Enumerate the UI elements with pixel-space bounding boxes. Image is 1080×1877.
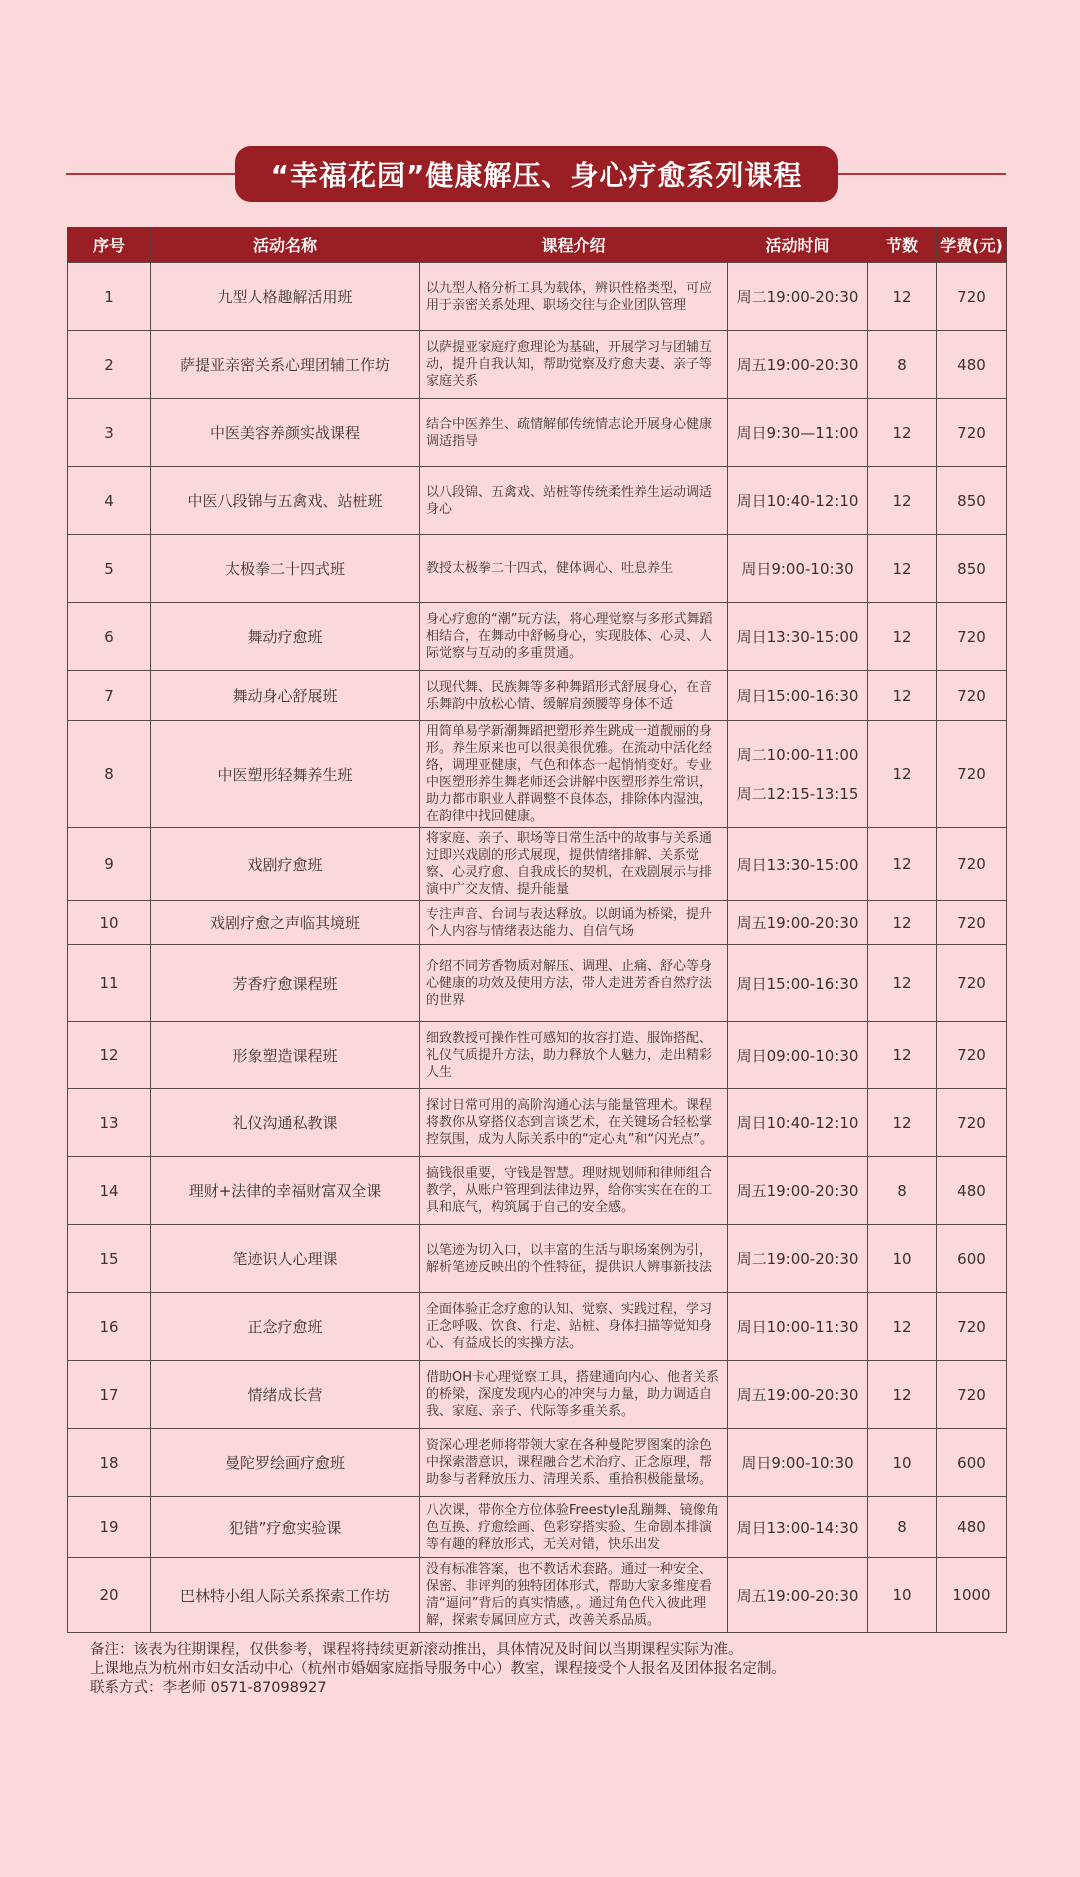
cell-intro: 用简单易学新潮舞蹈把塑形养生跳成一道靓丽的身形。养生原来也可以很美很优雅。在流动中活化经络，调理亚健康，气色和体态一起悄悄变好。专业中医塑形养生舞老师还会讲解中医塑形养生常识，助力都市职业人群调整不良体态，排除体内湿浊，在韵律中找回健康。 [420,721,728,828]
cell-time [728,1225,868,1293]
cell-sessions: 12 [868,1089,937,1157]
cell-sessions: 12 [868,535,937,603]
cell-sessions: 10 [868,1225,937,1293]
cell-sessions: 12 [868,467,937,535]
time-slot: 周五19:00-20:30 [736,1386,859,1404]
cell-fee: 480 [937,1497,1007,1558]
cell-no: 13 [68,1089,151,1157]
cell-name: 萨提亚亲密关系心理团辅工作坊 [151,331,420,399]
cell-name: 中医美容养颜实战课程 [151,399,420,467]
cell-intro: 资深心理老师将带领大家在各种曼陀罗图案的涂色中探索潜意识，课程融合艺术治疗、正念原理，帮助参与者释放压力、清理关系、重拾积极能量场。 [420,1429,728,1497]
cell-intro: 身心疗愈的“潮”玩方法，将心理觉察与多形式舞蹈相结合，在舞动中舒畅身心，实现肢体、心灵、人际觉察与互动的多重贯通。 [420,603,728,671]
cell-name: 情绪成长营 [151,1361,420,1429]
time-slot: 周二19:00-20:30 [736,288,859,306]
cell-sessions: 12 [868,263,937,331]
cell-fee: 720 [937,901,1007,945]
time-slot: 周日13:00-14:30 [736,1518,859,1537]
table-row [68,1225,1007,1293]
cell-name: 中医塑形轻舞养生班 [151,721,420,828]
cell-intro: 介绍不同芳香物质对解压、调理、止痛、舒心等身心健康的功效及使用方法，带人走进芳香自然疗法的世界 [420,945,728,1022]
cell-time [728,603,868,671]
cell-fee: 480 [937,1157,1007,1225]
cell-intro: 以笔迹为切入口，以丰富的生活与职场案例为引，解析笔迹反映出的个性特征，提供识人辨事新技法 [420,1225,728,1293]
cell-no: 11 [68,945,151,1022]
cell-fee: 720 [937,671,1007,721]
cell-time [728,399,868,467]
cell-intro: 以八段锦、五禽戏、站桩等传统柔性养生运动调适身心 [420,467,728,535]
time-slot: 周日09:00-10:30 [736,1046,859,1065]
time-slot: 周日13:30-15:00 [736,855,859,874]
header-time: 活动时间 [728,227,868,263]
time-slot: 周日9:00-10:30 [741,1454,854,1472]
cell-no: 8 [68,721,151,828]
footer-notes [90,1641,786,1698]
cell-name: 巴林特小组人际关系探索工作坊 [151,1558,420,1633]
cell-intro: 以现代舞、民族舞等多种舞蹈形式舒展身心，在音乐舞韵中放松心情、缓解肩颈腰等身体不适 [420,671,728,721]
cell-fee: 720 [937,263,1007,331]
cell-name: 舞动身心舒展班 [151,671,420,721]
cell-name: 芳香疗愈课程班 [151,945,420,1022]
time-slot: 周二12:15-13:15 [736,785,859,803]
cell-fee: 720 [937,945,1007,1022]
cell-sessions: 12 [868,1293,937,1361]
header-name: 活动名称 [151,227,420,263]
cell-no: 14 [68,1157,151,1225]
cell-fee: 600 [937,1429,1007,1497]
cell-name: 九型人格趣解活用班 [151,263,420,331]
cell-sessions: 12 [868,1361,937,1429]
cell-no: 10 [68,901,151,945]
footer-location: 上课地点为杭州市妇女活动中心（杭州市婚姻家庭指导服务中心）教室，课程接受个人报名及团体报名定制。 [90,1661,786,1677]
time-slot: 周日9:30—11:00 [736,424,859,442]
cell-sessions: 12 [868,901,937,945]
cell-sessions: 8 [868,331,937,399]
table-row [68,399,1007,467]
cell-intro: 没有标准答案，也不教话术套路。通过一种安全、保密、非评判的独特团体形式，帮助大家多维度看清“逼问”背后的真实情感，。通过角色代入彼此理解，探索专属回应方式，改善关系品质。 [420,1558,728,1633]
cell-no: 1 [68,263,151,331]
cell-sessions: 12 [868,945,937,1022]
footer-note: 备注：该表为往期课程，仅供参考，课程将持续更新滚动推出，具体情况及时间以当期课程实际为准。 [90,1642,743,1658]
time-slot: 周日9:00-10:30 [741,560,854,578]
cell-intro: 以萨提亚家庭疗愈理论为基础，开展学习与团辅互动，提升自我认知，帮助觉察及疗愈夫妻、亲子等家庭关系 [420,331,728,399]
cell-time [728,331,868,399]
cell-no: 5 [68,535,151,603]
cell-name: 戏剧疗愈班 [151,828,420,901]
cell-fee: 720 [937,1293,1007,1361]
course-table [67,227,1007,1633]
cell-fee: 1000 [937,1558,1007,1633]
time-slot: 周二10:00-11:00 [736,746,859,764]
cell-no: 16 [68,1293,151,1361]
cell-fee: 480 [937,331,1007,399]
time-slot: 周日15:00-16:30 [736,687,859,705]
table-row [68,901,1007,945]
cell-sessions: 12 [868,721,937,828]
cell-sessions: 8 [868,1497,937,1558]
time-slot: 周日15:00-16:30 [736,974,859,993]
cell-no: 15 [68,1225,151,1293]
header-sessions: 节数 [868,227,937,263]
cell-fee: 720 [937,1089,1007,1157]
cell-sessions: 12 [868,671,937,721]
cell-fee: 720 [937,399,1007,467]
cell-name: 笔迹识人心理课 [151,1225,420,1293]
cell-name: 正念疗愈班 [151,1293,420,1361]
cell-time [728,1497,868,1558]
table-row [68,1157,1007,1225]
table-row [68,467,1007,535]
cell-sessions: 10 [868,1429,937,1497]
cell-time [728,1429,868,1497]
cell-time [728,1089,868,1157]
header-no: 序号 [68,227,151,263]
cell-intro: 全面体验正念疗愈的认知、觉察、实践过程，学习正念呼吸、饮食、行走、站桩、身体扫描等觉知身心、有益成长的实操方法。 [420,1293,728,1361]
time-slot: 周日10:00-11:30 [736,1318,859,1336]
cell-time [728,1361,868,1429]
time-slot: 周五19:00-20:30 [736,1586,859,1605]
header-intro: 课程介绍 [420,227,728,263]
time-slot: 周五19:00-20:30 [736,914,859,932]
cell-name: 曼陀罗绘画疗愈班 [151,1429,420,1497]
cell-time [728,945,868,1022]
time-slot: 周日13:30-15:00 [736,628,859,646]
table-row [68,945,1007,1022]
cell-no: 7 [68,671,151,721]
table-row [68,263,1007,331]
time-slot: 周二19:00-20:30 [736,1250,859,1268]
table-row [68,535,1007,603]
cell-no: 18 [68,1429,151,1497]
cell-fee: 720 [937,1361,1007,1429]
table-row [68,671,1007,721]
cell-time [728,1558,868,1633]
cell-no: 4 [68,467,151,535]
cell-sessions: 10 [868,1558,937,1633]
cell-time [728,1293,868,1361]
table-header-row [68,227,1007,263]
cell-intro: 教授太极拳二十四式，健体调心、吐息养生 [420,535,728,603]
cell-name: 形象塑造课程班 [151,1022,420,1089]
table-row [68,828,1007,901]
table-row [68,1429,1007,1497]
time-slot: 周日10:40-12:10 [736,1114,859,1132]
cell-sessions: 12 [868,399,937,467]
cell-no: 17 [68,1361,151,1429]
table-row [68,1361,1007,1429]
cell-fee: 850 [937,535,1007,603]
cell-fee: 850 [937,467,1007,535]
cell-time [728,671,868,721]
cell-intro: 借助OH卡心理觉察工具，搭建通向内心、他者关系的桥梁，深度发现内心的冲突与力量，助力调适自我、家庭、亲子、代际等多重关系。 [420,1361,728,1429]
cell-no: 2 [68,331,151,399]
cell-name: 犯错”疗愈实验课 [151,1497,420,1558]
cell-name: 舞动疗愈班 [151,603,420,671]
cell-sessions: 12 [868,828,937,901]
cell-time [728,901,868,945]
table-body [68,263,1007,1633]
cell-intro: 细致教授可操作性可感知的妆容打造、服饰搭配、礼仪气质提升方法，助力释放个人魅力，走出精彩人生 [420,1022,728,1089]
cell-name: 太极拳二十四式班 [151,535,420,603]
cell-sessions: 12 [868,603,937,671]
cell-time [728,535,868,603]
cell-name: 理财+法律的幸福财富双全课 [151,1157,420,1225]
cell-intro: 八次课，带你全方位体验Freestyle乱蹦舞、镜像角色互换、疗愈绘画、色彩穿搭实验、生命剧本排演等有趣的释放形式，无关对错，快乐出发 [420,1497,728,1558]
cell-sessions: 8 [868,1157,937,1225]
table-row [68,1497,1007,1558]
cell-fee: 720 [937,828,1007,901]
cell-name: 中医八段锦与五禽戏、站桩班 [151,467,420,535]
cell-no: 3 [68,399,151,467]
header-fee: 学费(元) [937,227,1007,263]
table-row [68,1022,1007,1089]
table-row [68,603,1007,671]
cell-name: 戏剧疗愈之声临其境班 [151,901,420,945]
cell-intro: 将家庭、亲子、职场等日常生活中的故事与关系通过即兴戏剧的形式展现，提供情绪排解、关系觉察、心灵疗愈、自我成长的契机，在戏剧展示与排演中广交友情、提升能量 [420,828,728,901]
table-row [68,1089,1007,1157]
cell-time [728,467,868,535]
cell-sessions: 12 [868,1022,937,1089]
cell-intro: 以九型人格分析工具为载体，辨识性格类型，可应用于亲密关系处理、职场交往与企业团队管理 [420,263,728,331]
cell-no: 9 [68,828,151,901]
cell-time [728,721,868,828]
cell-time [728,263,868,331]
cell-no: 20 [68,1558,151,1633]
cell-intro: 专注声音、台词与表达释放。以朗诵为桥梁，提升个人内容与情绪表达能力、自信气场 [420,901,728,945]
cell-time [728,1022,868,1089]
cell-intro: 结合中医养生、疏情解郁传统情志论开展身心健康调适指导 [420,399,728,467]
table-row [68,1293,1007,1361]
time-slot: 周日10:40-12:10 [736,492,859,510]
time-slot: 周五19:00-20:30 [736,356,859,374]
cell-intro: 探讨日常可用的高阶沟通心法与能量管理术。课程将教你从穿搭仪态到言谈艺术，在关键场合轻松掌控氛围，成为人际关系中的“定心丸”和“闪光点”。 [420,1089,728,1157]
cell-fee: 720 [937,1022,1007,1089]
cell-no: 19 [68,1497,151,1558]
cell-time [728,1157,868,1225]
page-title: “幸福花园”健康解压、身心疗愈系列课程 [235,146,838,202]
cell-no: 12 [68,1022,151,1089]
cell-time [728,828,868,901]
cell-no: 6 [68,603,151,671]
table-row [68,721,1007,828]
cell-fee: 600 [937,1225,1007,1293]
cell-name: 礼仪沟通私教课 [151,1089,420,1157]
cell-intro: 搞钱很重要，守钱是智慧。理财规划师和律师组合教学，从账户管理到法律边界，给你实实在在的工具和底气，构筑属于自己的安全感。 [420,1157,728,1225]
footer-contact: 联系方式：李老师 0571-87098927 [90,1680,327,1696]
table-row [68,331,1007,399]
cell-fee: 720 [937,603,1007,671]
table-row [68,1558,1007,1633]
time-slot: 周五19:00-20:30 [736,1182,859,1200]
cell-fee: 720 [937,721,1007,828]
